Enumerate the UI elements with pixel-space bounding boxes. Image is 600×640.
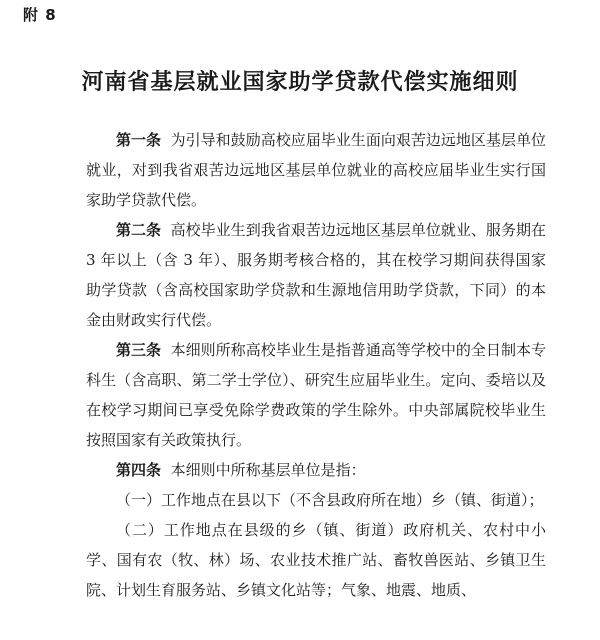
article-1-gap (161, 131, 171, 149)
article-3-text: 本细则所称高校毕业生是指普通高等学校中的全日制本专科生（含高职、第二学士学位）、研究生应届毕业生。定向、委培以及在校学习期间已享受免除学费政策的学生除外。中央部属院校毕业生按照国家有关政策执行。 (86, 341, 546, 449)
article-1 (86, 125, 546, 215)
article-4-gap (161, 461, 171, 479)
article-4-text: 本细则中所称基层单位是指： (170, 461, 366, 479)
article-1-text: 为引导和鼓励高校应届毕业生面向艰苦边远地区基层单位就业，对到我省艰苦边远地区基层单位就业的高校应届毕业生实行国家助学贷款代偿。 (86, 131, 546, 209)
article-2-text: 高校毕业生到我省艰苦边远地区基层单位就业、服务期在 3 年以上（含 3 年）、服务期考核合格的，其在校学习期间获得国家助学贷款（含高校国家助学贷款和生源地信用助学贷款，下同）的本金由财政实行代偿。 (86, 221, 546, 329)
attachment-label: 附 8 (23, 6, 57, 24)
article-4-label: 第四条 (116, 461, 162, 479)
document-title: 河南省基层就业国家助学贷款代偿实施细则 (81, 70, 519, 95)
list-item-2: （二）工作地点在县级的乡（镇、街道）政府机关、农村中小学、国有农（牧、林）场、农业技术推广站、畜牧兽医站、乡镇卫生院、计划生育服务站、乡镇文化站等；气象、地震、地质、 (86, 521, 546, 599)
list-item-1: （一）工作地点在县以下（不含县政府所在地）乡（镇、街道）； (116, 491, 544, 509)
article-2-label: 第二条 (116, 221, 162, 239)
article-4 (86, 455, 546, 485)
article-1-label: 第一条 (116, 131, 162, 149)
article-2 (86, 215, 546, 335)
article-3 (86, 335, 546, 455)
article-3-gap (161, 341, 171, 359)
article-3-label: 第三条 (116, 341, 162, 359)
article-2-gap (161, 221, 171, 239)
document-body (86, 125, 546, 605)
